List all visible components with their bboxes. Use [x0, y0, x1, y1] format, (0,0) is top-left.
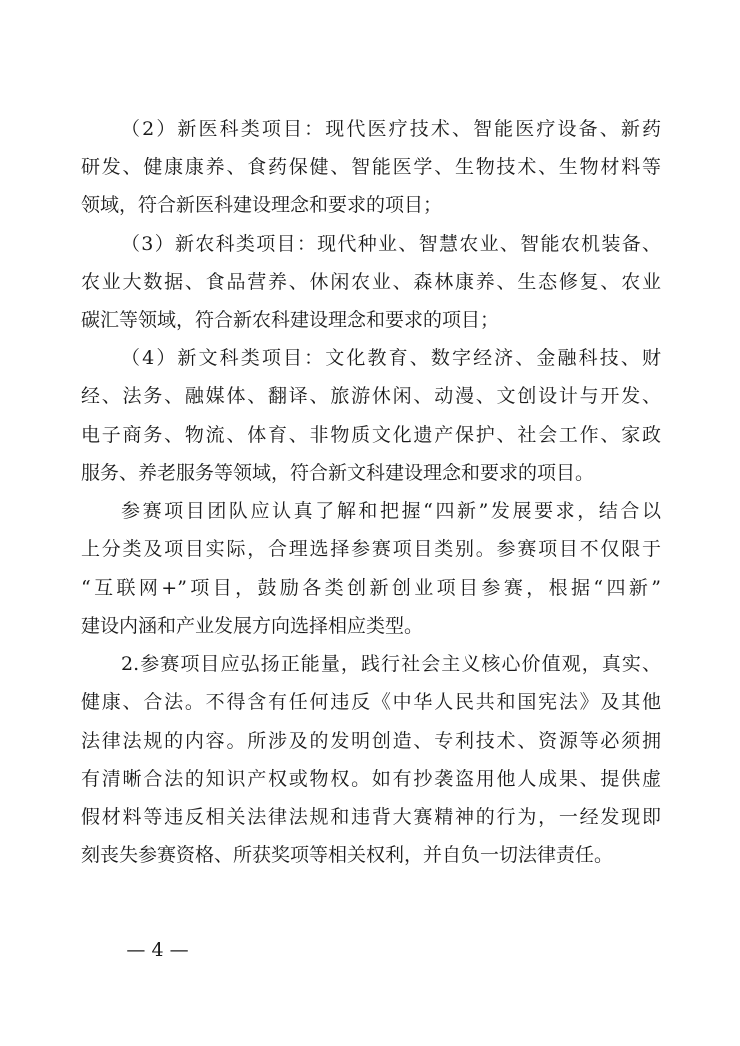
paragraph-line: “互联网+”项目，鼓励各类创新创业项目参赛，根据“四新” [81, 577, 661, 599]
paragraph-line: 假材料等违反相关法律法规和违背大赛精神的行为，一经发现即 [81, 806, 661, 828]
paragraph-line: 经、法务、融媒体、翻译、旅游休闲、动漫、文创设计与开发、 [81, 385, 661, 407]
paragraph-line: 建设内涵和产业发展方向选择相应类型。 [81, 615, 424, 637]
paragraph-line: 领域，符合新医科建设理念和要求的项目； [81, 194, 443, 216]
paragraph-line: 健康、合法。不得含有任何违反《中华人民共和国宪法》及其他 [81, 691, 661, 713]
paragraph-line: 碳汇等领域，符合新农科建设理念和要求的项目； [81, 309, 500, 331]
paragraph-line: （3）新农科类项目：现代种业、智慧农业、智能农机装备、 [121, 233, 661, 255]
paragraph-line: 农业大数据、食品营养、休闲农业、森林康养、生态修复、农业 [81, 271, 661, 293]
paragraph-line: 参赛项目团队应认真了解和把握“四新”发展要求，结合以 [121, 500, 661, 522]
paragraph-line: 2.参赛项目应弘扬正能量，践行社会主义核心价值观，真实、 [121, 653, 661, 675]
paragraph-line: （4）新文科类项目：文化教育、数字经济、金融科技、财 [121, 347, 661, 369]
paragraph-line: 法律法规的内容。所涉及的发明创造、专利技术、资源等必须拥 [81, 730, 661, 752]
page-number: — 4 — [126, 939, 189, 961]
paragraph-line: （2）新医科类项目：现代医疗技术、智能医疗设备、新药 [121, 118, 661, 140]
paragraph-line: 研发、健康康养、食药保健、智能医学、生物技术、生物材料等 [81, 156, 661, 178]
paragraph-line: 上分类及项目实际，合理选择参赛项目类别。参赛项目不仅限于 [81, 538, 661, 560]
paragraph-line: 有清晰合法的知识产权或物权。如有抄袭盗用他人成果、提供虚 [81, 768, 661, 790]
paragraph-line: 电子商务、物流、体育、非物质文化遗产保护、社会工作、家政 [81, 424, 661, 446]
paragraph-line: 刻丧失参赛资格、所获奖项等相关权利，并自负一切法律责任。 [81, 844, 614, 866]
paragraph-line: 服务、养老服务等领域，符合新文科建设理念和要求的项目。 [81, 462, 595, 484]
